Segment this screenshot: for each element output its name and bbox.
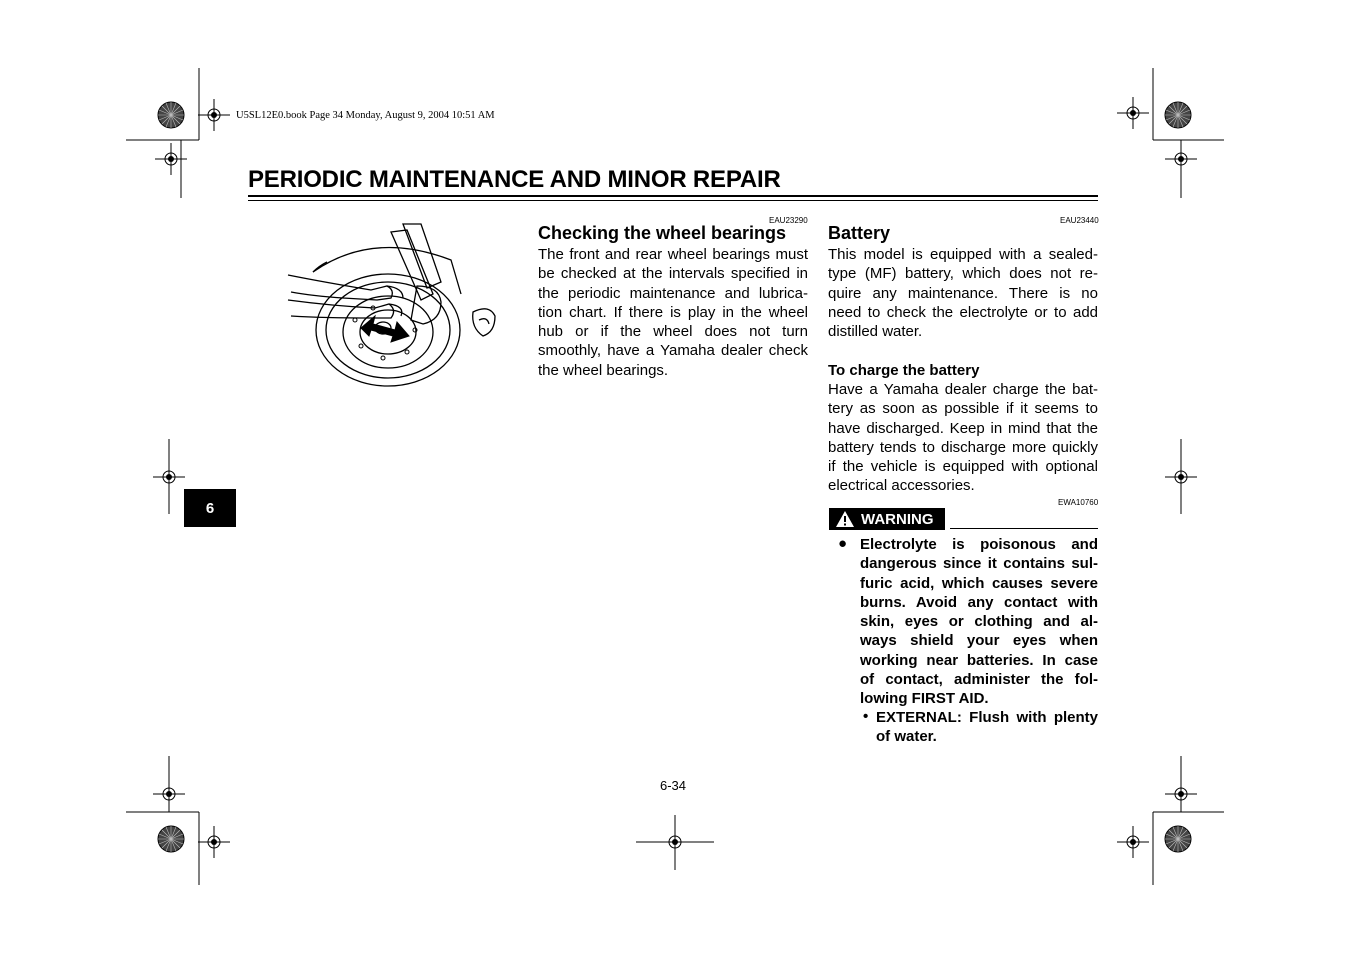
wheel-bearing-check-illustration <box>283 220 498 390</box>
warning-line: Electrolyte is poisonous and <box>860 536 1098 553</box>
warning-line: ways shield your eyes when <box>860 632 1098 650</box>
page-title: PERIODIC MAINTENANCE AND MINOR REPAIR <box>248 166 781 193</box>
page-number: 6-34 <box>660 778 687 793</box>
warning-line: furic acid, which causes severe <box>860 574 1098 592</box>
warning-bullet: ● <box>838 535 848 552</box>
warning-line: of contact, administer the fol- <box>860 671 1098 689</box>
chapter-tab: 6 <box>184 489 236 527</box>
book-file-line: U5SL12E0.book Page 34 Monday, August 9, 2004 10:51 AM <box>236 110 495 121</box>
wheel-section-body <box>538 245 808 380</box>
wheel-line: the periodic maintenance and lubrica- <box>538 284 808 302</box>
warning-line: burns. Avoid any contact with <box>860 593 1098 611</box>
warning-sub-line: EXTERNAL: Flush with plenty <box>876 709 1098 726</box>
battery-line: need to check the electrolyte or to add <box>828 303 1098 321</box>
wheel-line: The front and rear wheel bearings must <box>538 246 808 263</box>
warning-triangle-icon <box>835 510 855 528</box>
warning-rule <box>950 528 1098 529</box>
charge-line: tery as soon as possible if it seems to <box>828 400 1098 418</box>
warning-sub-body <box>876 708 1098 747</box>
charge-line: electrical accessories. <box>828 477 975 495</box>
battery-line: quire any maintenance. There is no <box>828 284 1098 302</box>
battery-line: This model is equipped with a sealed- <box>828 246 1098 263</box>
warning-line: working near batteries. In case <box>860 651 1098 669</box>
wheel-line: tion chart. If there is play in the wheel <box>538 303 808 321</box>
title-rule-thin <box>248 200 1098 201</box>
wheel-section-code: EAU23290 <box>769 216 808 225</box>
charge-line: Have a Yamaha dealer charge the bat- <box>828 381 1098 398</box>
charge-line: battery tends to discharge more quickly <box>828 438 1098 456</box>
warning-sub-line: of water. <box>876 728 937 746</box>
charge-body <box>828 380 1098 496</box>
battery-section-body <box>828 245 1098 341</box>
wheel-line: smoothly, have a Yamaha dealer check <box>538 342 808 360</box>
warning-line: dangerous since it contains sul- <box>860 555 1098 573</box>
battery-section-heading: Battery <box>828 223 891 243</box>
warning-line: skin, eyes or clothing and al- <box>860 613 1098 631</box>
charge-line: have discharged. Keep in mind that the <box>828 419 1098 437</box>
battery-section-code: EAU23440 <box>1060 216 1099 225</box>
wheel-line: the wheel bearings. <box>538 361 669 379</box>
warning-code: EWA10760 <box>1058 498 1099 507</box>
warning-badge <box>829 508 945 530</box>
wheel-section-heading: Checking the wheel bearings <box>538 223 787 243</box>
wheel-line: be checked at the intervals specified in <box>538 265 808 283</box>
battery-line: distilled water. <box>828 323 923 341</box>
warning-line: lowing FIRST AID. <box>860 690 989 708</box>
battery-line: type (MF) battery, which does not re- <box>828 265 1098 283</box>
charge-line: if the vehicle is equipped with optional <box>828 458 1098 476</box>
wheel-line: hub or if the wheel does not turn <box>538 323 808 341</box>
charge-heading: To charge the battery <box>828 362 980 379</box>
warning-sub-bullet: • <box>863 708 869 725</box>
title-rule-thick <box>248 195 1098 197</box>
warning-label: WARNING <box>861 510 934 528</box>
warning-body <box>860 535 1098 709</box>
